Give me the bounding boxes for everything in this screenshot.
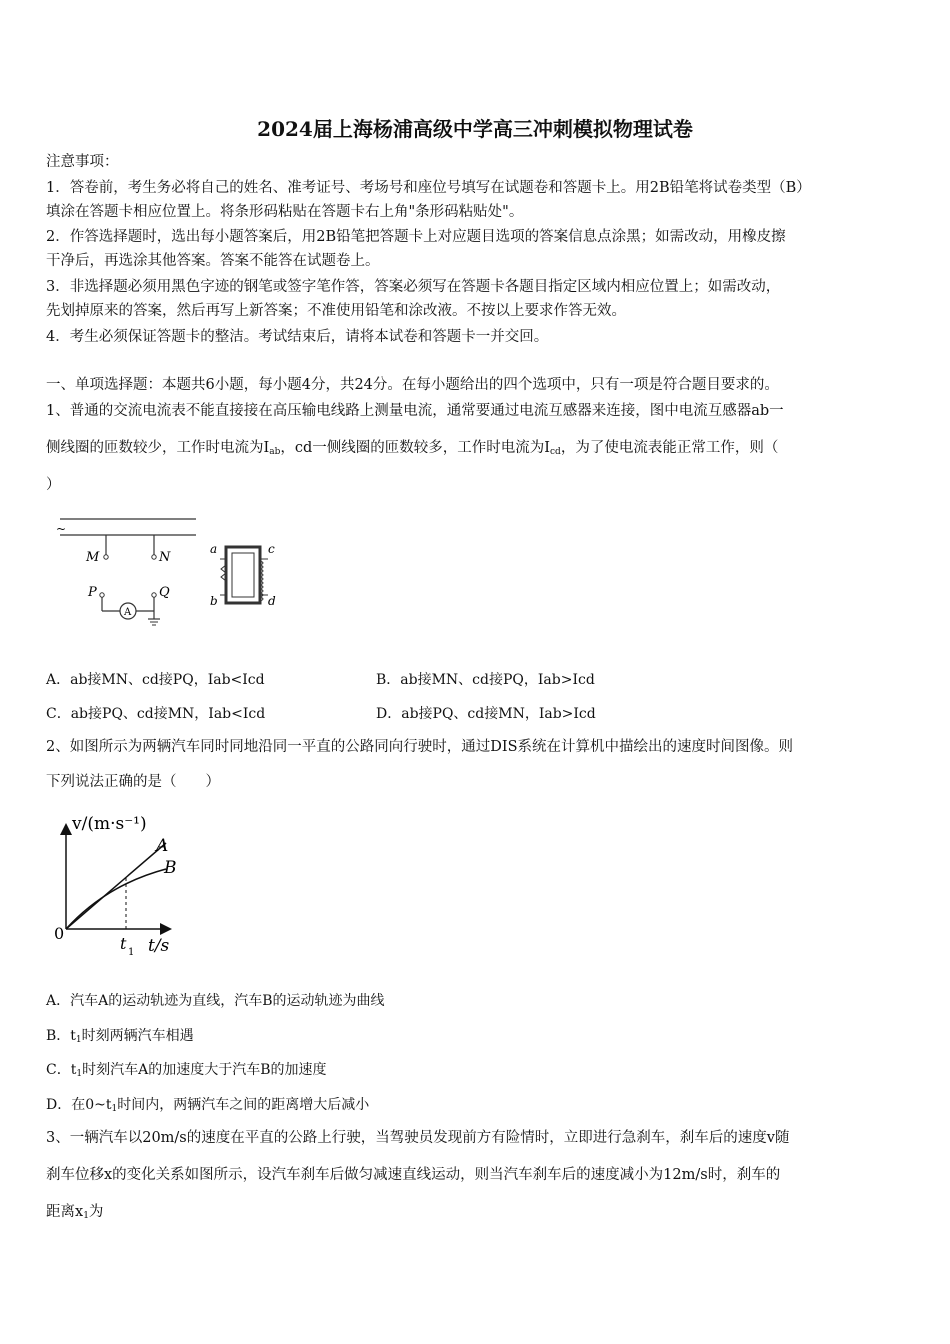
q2-option-b: B．$t_1$时刻两辆汽车相遇 xyxy=(46,1028,194,1045)
label-d: d xyxy=(268,594,276,608)
notice-line: 填涂在答题卡相应位置上。将条形码粘贴在答题卡右上角"条形码粘贴处"。 xyxy=(46,204,524,220)
q3-text-line3: 距离$x_1$为 xyxy=(46,1204,104,1221)
transformer-core xyxy=(226,547,260,603)
q2-option-d: D．在$0\sim t_1$时间内，两辆汽车之间的距离增大后减小 xyxy=(46,1097,370,1114)
label-p: P xyxy=(88,585,97,600)
q1-text: 1、普通的交流电流表不能直接接在高压输电线路上测量电流，通常要通过电流互感器来连接，图中电流互感器ab一 xyxy=(46,403,784,419)
q1-text-line2: 侧线圈的匝数较少，工作时电流为$I_{ab}$，cd一侧线圈的匝数较多，工作时电流为$I_{cd}$，为了使电流表能正常工作，则（ xyxy=(46,440,779,457)
x-axis-label: t/s xyxy=(148,936,170,956)
q3-text: 3、一辆汽车以20m/s的速度在平直的公路上行驶，当驾驶员发现前方有险情时，立即进行急刹车，刹车后的速度v随 xyxy=(46,1130,790,1146)
origin-label: 0 xyxy=(54,924,65,943)
notice-line: 先划掉原来的答案，然后再写上新答案；不准使用铅笔和涂改液。不按以上要求作答无效。 xyxy=(46,303,626,319)
t1-subscript: 1 xyxy=(128,947,135,958)
curve-a-label: A xyxy=(156,836,169,856)
t1-label: t xyxy=(120,934,127,953)
q3-text-line2: 刹车位移x的变化关系如图所示，设汽车刹车后做匀减速直线运动，则当汽车刹车后的速度减小为12m/s时，刹车的 xyxy=(46,1167,781,1183)
y-axis-label: v/(m·s⁻¹) xyxy=(72,814,147,834)
notice-line: 1．答卷前，考生务必将自己的姓名、准考证号、考场号和座位号填写在试题卷和答题卡上。用2B铅笔将试卷类型（B） xyxy=(46,180,811,196)
transformer-circuit-figure xyxy=(50,515,290,635)
ammeter-label: A xyxy=(124,607,132,618)
line-a xyxy=(66,843,166,929)
label-a: a xyxy=(210,542,218,556)
q1-option-a: A．ab接MN、cd接PQ，Iab<Icd xyxy=(46,672,265,688)
ac-symbol: ~ xyxy=(56,522,67,536)
section-heading: 一、单项选择题：本题共6小题，每小题4分，共24分。在每小题给出的四个选项中，只有一项是符合题目要求的。 xyxy=(46,377,779,393)
q1-option-c: C．ab接PQ、cd接MN，Iab<Icd xyxy=(46,706,266,722)
q1-text-line3: ） xyxy=(46,477,61,493)
q1-option-d: D．ab接PQ、cd接MN，Iab>Icd xyxy=(376,706,596,722)
page-title: 2024届上海杨浦高级中学高三冲刺模拟物理试卷 xyxy=(257,117,693,141)
line-b xyxy=(66,869,166,929)
q1-option-b: B．ab接MN、cd接PQ，Iab>Icd xyxy=(376,672,595,688)
label-q: Q xyxy=(159,585,170,600)
notice-heading: 注意事项： xyxy=(46,154,119,170)
notice-line: 3．非选择题必须用黑色字迹的钢笔或签字笔作答，答案必须写在答题卡各题目指定区域内相应位置上；如需改动， xyxy=(46,279,781,295)
notice-line: 2．作答选择题时，选出每小题答案后，用2B铅笔把答题卡上对应题目选项的答案信息点涂黑；如需改动，用橡皮擦 xyxy=(46,229,786,245)
q2-option-c: C．$t_1$时刻汽车A的加速度大于汽车B的加速度 xyxy=(46,1062,327,1079)
notice-line: 干净后，再选涂其他答案。答案不能答在试题卷上。 xyxy=(46,253,380,269)
label-n: N xyxy=(159,550,171,565)
label-m: M xyxy=(86,550,100,565)
q2-text-line2: 下列说法正确的是（ ） xyxy=(46,774,220,790)
label-c: c xyxy=(268,542,275,556)
q2-option-a: A．汽车A的运动轨迹为直线，汽车B的运动轨迹为曲线 xyxy=(46,993,385,1009)
notice-line: 4．考生必须保证答题卡的整洁。考试结束后，请将本试卷和答题卡一并交回。 xyxy=(46,329,549,345)
label-b: b xyxy=(210,594,218,608)
velocity-time-graph xyxy=(46,805,206,965)
q2-text: 2、如图所示为两辆汽车同时同地沿同一平直的公路同向行驶时，通过DIS系统在计算机中描绘出的速度时间图像。则 xyxy=(46,739,794,755)
curve-b-label: B xyxy=(164,858,177,878)
